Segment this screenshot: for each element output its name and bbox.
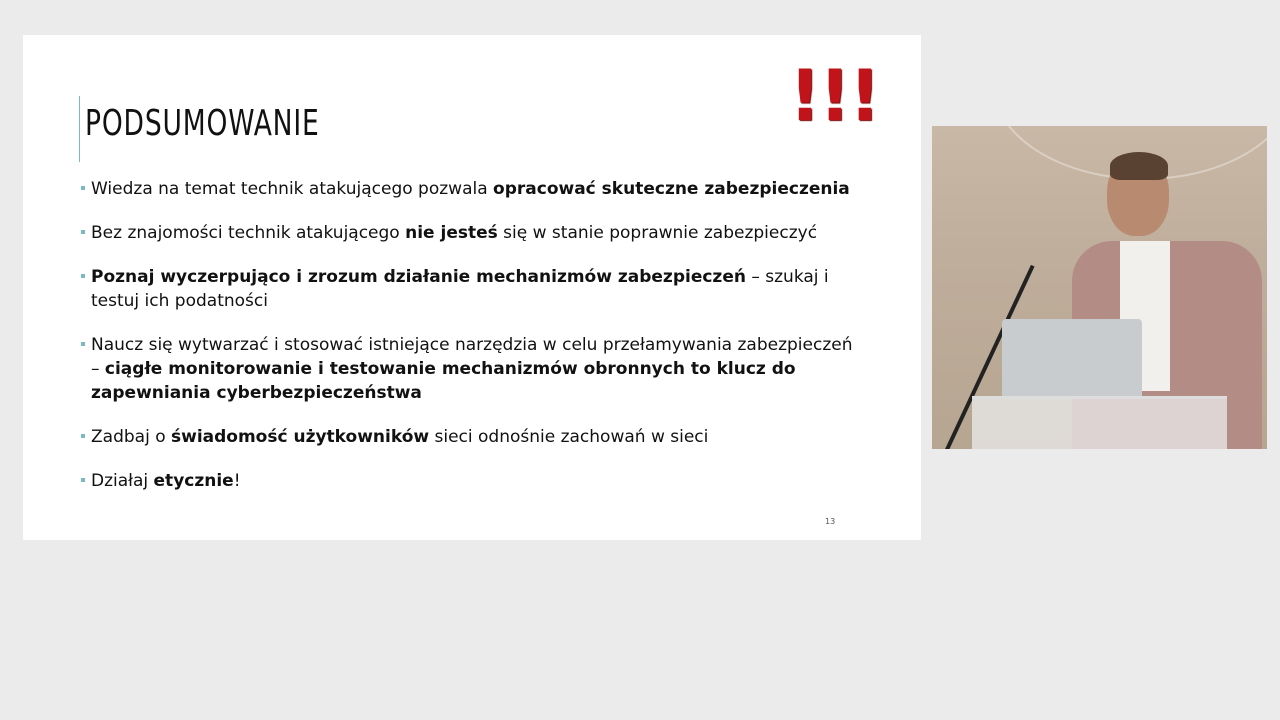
bullet-item: [79, 221, 859, 245]
speaker-hair: [1110, 152, 1168, 180]
bullet-bold-text: świadomość użytkowników: [171, 427, 430, 447]
bullet-text: Zadbaj o: [91, 427, 171, 447]
laptop: [1002, 319, 1142, 399]
bullet-text: Wiedza na temat technik atakującego pozwala: [91, 179, 494, 199]
bullet-bold-text: Poznaj wyczerpująco i zrozum działanie mechanizmów zabezpieczeń: [91, 267, 746, 287]
bullet-bold-text: ciągłe monitorowanie i testowanie mechanizmów obronnych to klucz do zapewniania cyberbezpieczeństwa: [91, 359, 796, 403]
bullet-text: Bez znajomości technik atakującego: [91, 223, 406, 243]
slide-title: PODSUMOWANIE: [85, 103, 320, 144]
bullet-item: [79, 177, 859, 201]
page-number: 13: [825, 517, 836, 526]
bullet-bold-text: etycznie: [153, 471, 234, 491]
presentation-slide: [23, 35, 921, 540]
podium: [972, 396, 1227, 449]
bullet-text: Działaj: [91, 471, 154, 491]
title-accent-line: [79, 96, 80, 162]
bullet-text: sieci odnośnie zachowań w sieci: [429, 427, 709, 447]
bullet-bold-text: nie jesteś: [405, 223, 498, 243]
bullet-text: Naucz się wytwarzać i stosować istniejące narzędzia w celu przełamywania zabezpieczeń –: [91, 335, 853, 379]
speaker-video[interactable]: [932, 126, 1267, 449]
bullet-text: się w stanie poprawnie zabezpieczyć: [497, 223, 818, 243]
bullet-item: [79, 265, 859, 313]
bullet-text: – szukaj i testuj ich podatności: [91, 267, 829, 311]
exclamation-icon: !!!: [789, 55, 879, 137]
bullet-list: [79, 177, 859, 513]
bullet-text: !: [233, 471, 241, 491]
bullet-item: [79, 469, 859, 493]
bullet-bold-text: opracować skuteczne zabezpieczenia: [493, 179, 850, 199]
bullet-item: [79, 333, 859, 405]
bullet-item: [79, 425, 859, 449]
